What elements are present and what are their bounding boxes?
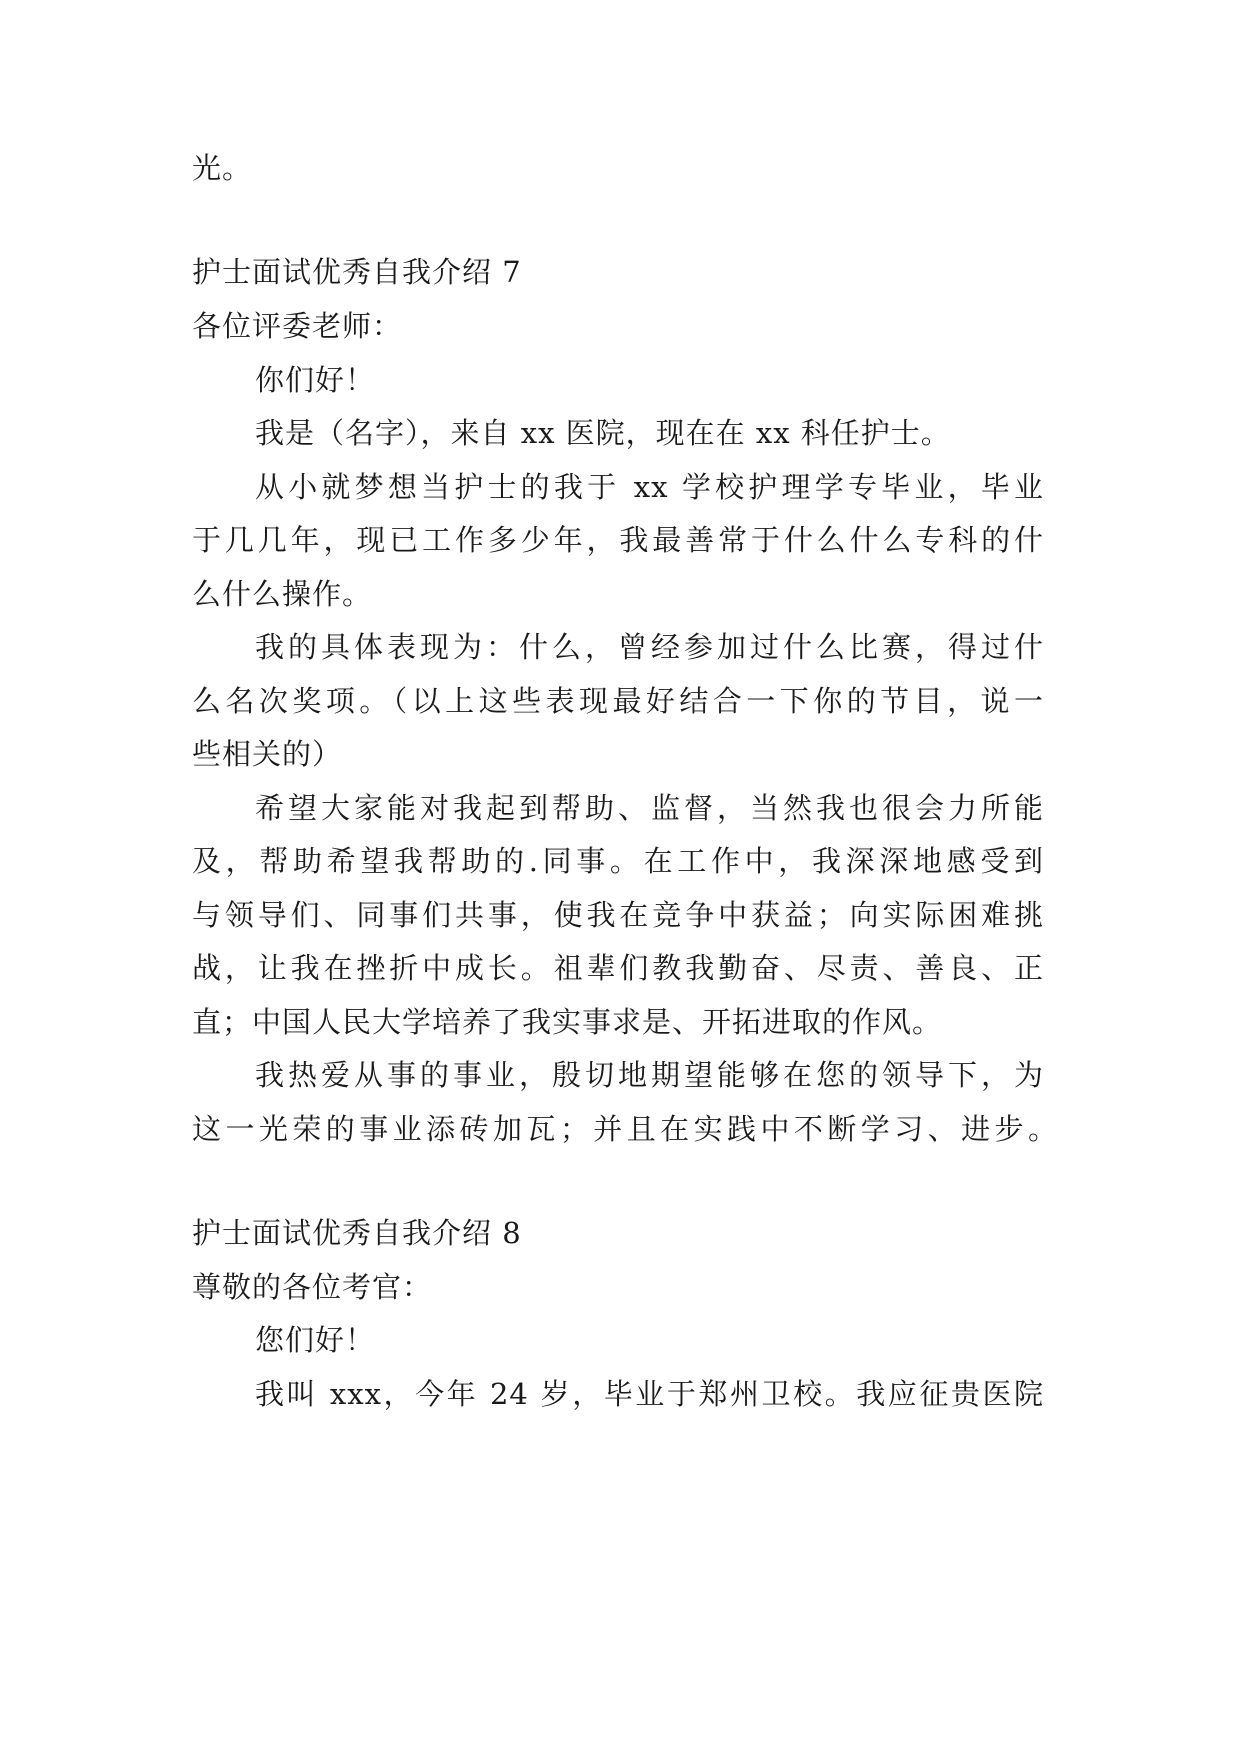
text-line: 这一光荣的事业添砖加瓦；并且在实践中不断学习、进步。: [192, 1112, 1058, 1146]
text-line: 战，让我在挫折中成长。祖辈们教我勤奋、尽责、善良、正: [192, 951, 1044, 985]
greeting-8: 您们好！: [255, 1323, 376, 1357]
salutation-7: 各位评委老师：: [192, 309, 403, 343]
text-line: 我的具体表现为：什么，曾经参加过什么比赛，得过什: [255, 630, 1044, 664]
text-line: 希望大家能对我起到帮助、监督，当然我也很会力所能: [255, 791, 1044, 825]
text-line: 么名次奖项。（以上这些表现最好结合一下你的节目，说一: [192, 684, 1044, 718]
salutation-8: 尊敬的各位考官：: [192, 1270, 433, 1304]
text-line: 及，帮助希望我帮助的.同事。在工作中，我深深地感受到: [192, 844, 1044, 878]
section-heading-7: 护士面试优秀自我介绍 7: [192, 255, 522, 289]
paragraph-fragment: 光。: [192, 151, 253, 185]
greeting-7: 你们好！: [255, 363, 376, 397]
text-line: 直；中国人民大学培养了我实事求是、开拓进取的作风。: [192, 1005, 943, 1039]
text-line: 从小就梦想当护士的我于 xx 学校护理学专毕业，毕业: [255, 470, 1044, 504]
text-line: 我热爱从事的事业，殷切地期望能够在您的领导下，为: [255, 1058, 1044, 1092]
text-line: 与领导们、同事们共事，使我在竞争中获益；向实际困难挑: [192, 898, 1044, 932]
text-line: 么什么操作。: [192, 577, 373, 611]
section-heading-8: 护士面试优秀自我介绍 8: [192, 1216, 522, 1250]
text-line: 些相关的）: [192, 737, 343, 771]
text-line: 我叫 xxx，今年 24 岁，毕业于郑州卫校。我应征贵医院: [255, 1377, 1044, 1411]
text-line: 于几几年，现已工作多少年，我最善常于什么什么专科的什: [192, 523, 1044, 557]
text-line: 我是（名字），来自 xx 医院，现在在 xx 科任护士。: [255, 416, 951, 450]
